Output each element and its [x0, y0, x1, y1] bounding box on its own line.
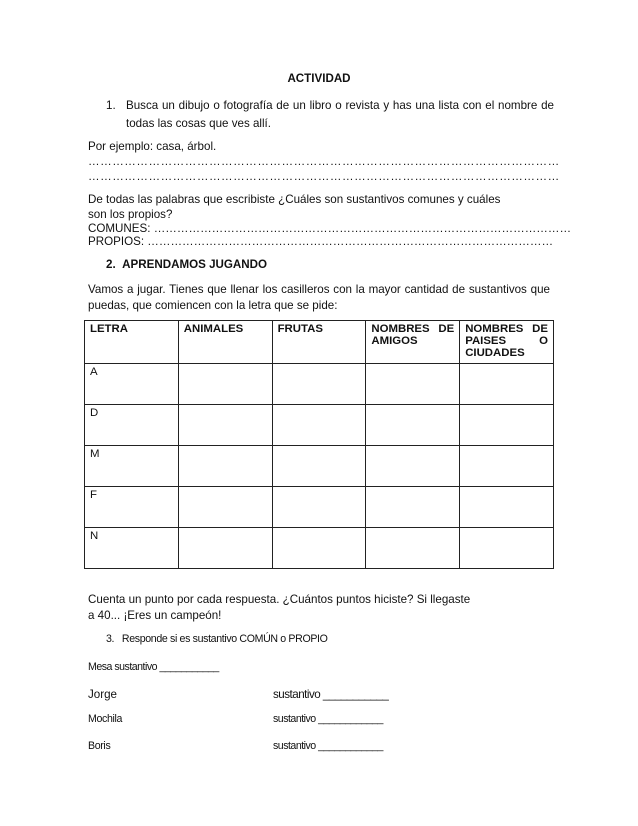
- row-letter: A: [85, 364, 179, 405]
- header-letra: LETRA: [85, 321, 179, 364]
- table-row: [85, 487, 554, 528]
- table-cell: [272, 446, 366, 487]
- comunes-line: COMUNES: ………………………………………………………………………………………………: [88, 222, 572, 235]
- table-cell: [366, 528, 460, 569]
- header-nombres-paises: NOMBRES DE PAISES O CIUDADES: [460, 321, 554, 364]
- table-cell: [366, 446, 460, 487]
- table-cell: [272, 405, 366, 446]
- answer-dots-line-1: ………………………………………………………………………………………………………: [88, 155, 560, 168]
- table-cell: [366, 405, 460, 446]
- header-animales: ANIMALES: [178, 321, 272, 364]
- table-cell: [272, 364, 366, 405]
- header-frutas: FRUTAS: [272, 321, 366, 364]
- table-cell: [178, 364, 272, 405]
- question-line-1: De todas las palabras que escribiste ¿Cuáles son sustantivos comunes y cuáles: [88, 193, 501, 206]
- exercise-boris-word: Boris: [88, 740, 111, 752]
- exercise-mochila-blank: sustantivo ____________: [273, 713, 383, 725]
- table-row: [85, 528, 554, 569]
- table-cell: [366, 364, 460, 405]
- question-line-2: son los propios?: [88, 208, 173, 221]
- table-cell: [178, 487, 272, 528]
- instruction-1-number: 1.: [106, 99, 116, 112]
- section-2-title: APRENDAMOS JUGANDO: [122, 258, 268, 271]
- table-row: [85, 405, 554, 446]
- exercise-boris-blank: sustantivo ____________: [273, 740, 383, 752]
- table-cell: [272, 528, 366, 569]
- section-3-number: 3.: [106, 633, 115, 645]
- section-3-heading: [106, 633, 328, 645]
- word-game-table: [84, 320, 554, 569]
- score-line-1: Cuenta un punto por cada respuesta. ¿Cuántos puntos hiciste? Si llegaste: [88, 593, 471, 606]
- section-3-text: Responde si es sustantivo COMÚN o PROPIO: [121, 633, 328, 645]
- game-instructions: Vamos a jugar. Tienes que llenar los casilleros con la mayor cantidad de sustantivos que puedas, que comiencen con la letra que se pide:: [88, 283, 550, 312]
- table-header-row: [85, 321, 554, 364]
- table-cell: [178, 446, 272, 487]
- exercise-mesa: Mesa sustantivo ___________: [88, 661, 219, 673]
- header-nombres-amigos: NOMBRES DE AMIGOS: [366, 321, 460, 364]
- row-letter: N: [85, 528, 179, 569]
- table-cell: [460, 487, 554, 528]
- table-cell: [272, 487, 366, 528]
- table-row: [85, 364, 554, 405]
- section-2-number: 2.: [106, 258, 116, 271]
- propios-line: PROPIOS: ……………………………………………………………………………………………: [88, 235, 554, 248]
- table-cell: [460, 405, 554, 446]
- row-letter: D: [85, 405, 179, 446]
- exercise-jorge-blank: sustantivo ___________: [273, 688, 389, 701]
- score-line-2: a 40... ¡Eres un campeón!: [88, 609, 222, 622]
- answer-dots-line-2: ………………………………………………………………………………………………………: [88, 170, 560, 183]
- row-letter: F: [85, 487, 179, 528]
- section-2-heading: [106, 258, 267, 271]
- exercise-jorge-word: Jorge: [88, 688, 118, 701]
- example-text: Por ejemplo: casa, árbol.: [88, 140, 217, 153]
- table-cell: [460, 528, 554, 569]
- exercise-mochila-word: Mochila: [88, 713, 123, 725]
- table-cell: [460, 364, 554, 405]
- table-cell: [460, 446, 554, 487]
- instruction-1-text: Busca un dibujo o fotografía de un libro o revista y has una lista con el nombre de todas las cosas que ves allí.: [126, 99, 554, 130]
- table-cell: [366, 487, 460, 528]
- page-title: ACTIVIDAD: [287, 72, 351, 85]
- table-row: [85, 446, 554, 487]
- row-letter: M: [85, 446, 179, 487]
- table-cell: [178, 405, 272, 446]
- table-cell: [178, 528, 272, 569]
